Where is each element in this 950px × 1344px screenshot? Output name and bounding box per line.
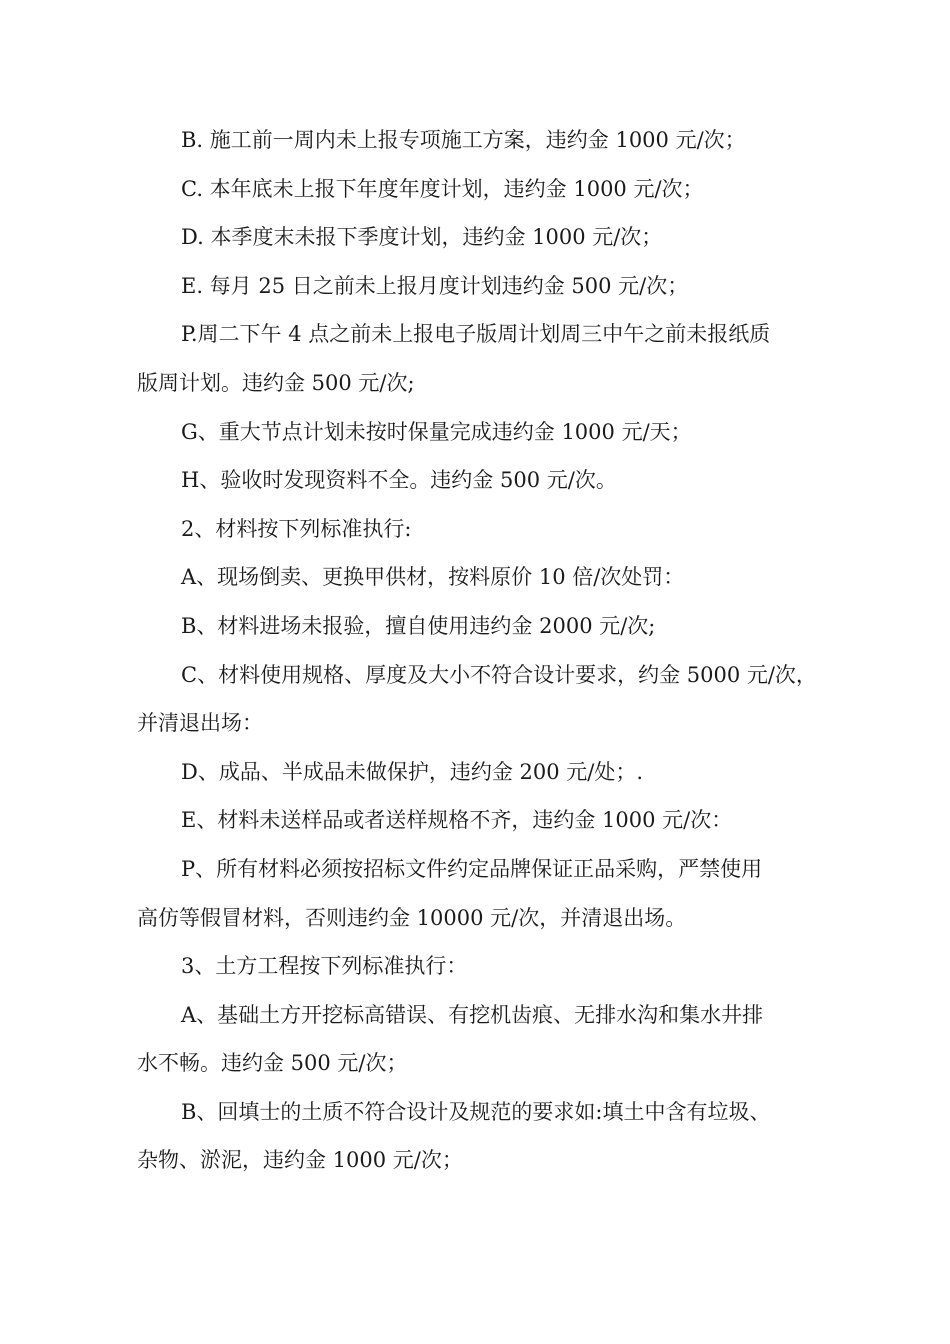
clause-2p-brand-continued: 高仿等假冒材料，否则违约金 10000 元/次，并清退出场。 (137, 905, 687, 930)
section-2-heading: 2、材料按下列标准执行: (181, 516, 412, 541)
clause-p-weekly-plan-continued: 版周计划。违约金 500 元/次; (137, 370, 415, 395)
clause-p-weekly-plan: P.周二下午 4 点之前未上报电子版周计划周三中午之前未报纸质 (181, 322, 771, 347)
clause-3b-backfill-continued: 杂物、淤泥，违约金 1000 元/次； (137, 1148, 463, 1173)
clause-g-milestone: G、重大节点计划未按时保量完成违约金 1000 元/天； (181, 419, 692, 444)
document-body (137, 116, 837, 1185)
clause-2c-specification: C、材料使用规格、厚度及大小不符合设计要求，约金 5000 元/次， (181, 662, 817, 687)
section-3-heading: 3、土方工程按下列标准执行： (181, 954, 468, 979)
clause-3a-excavation: A、基础土方开挖标高错误、有挖机齿痕、无排水沟和集水井排 (181, 1002, 764, 1027)
clause-2c-specification-continued: 并清退出场： (137, 711, 263, 736)
clause-2b-inspection: B、材料进场未报验，擅自使用违约金 2000 元/次; (181, 613, 656, 638)
clause-c-annual-plan: C. 本年底未上报下年度年度计划，违约金 1000 元/次； (181, 176, 704, 201)
clause-d-quarterly-plan: D. 本季度末未报下季度计划，违约金 1000 元/次； (181, 225, 663, 250)
clause-3b-backfill: B、回填士的土质不符合设计及规范的要求如:填土中含有垃圾、 (181, 1099, 771, 1124)
clause-h-acceptance-docs: H、验收时发现资料不全。违约金 500 元/次。 (181, 468, 617, 493)
clause-b-plan-submission: B. 施工前一周内未上报专项施工方案，违约金 1000 元/次； (181, 128, 746, 152)
clause-3a-excavation-continued: 水不畅。违约金 500 元/次； (137, 1051, 408, 1076)
clause-2p-brand: P、所有材料必须按招标文件约定品牌保证正品采购，严禁使用 (181, 856, 763, 881)
clause-e-monthly-plan: E. 每月 25 日之前未上报月度计划违约金 500 元/次； (181, 273, 689, 298)
clause-2d-protection: D、成品、半成品未做保护，违约金 200 元/处；. (181, 759, 644, 784)
clause-2a-resale: A、现场倒卖、更换甲供材，按料原价 10 倍/次处罚： (181, 565, 685, 590)
clause-2e-samples: E、材料未送样品或者送样规格不齐，违约金 1000 元/次： (181, 808, 733, 833)
